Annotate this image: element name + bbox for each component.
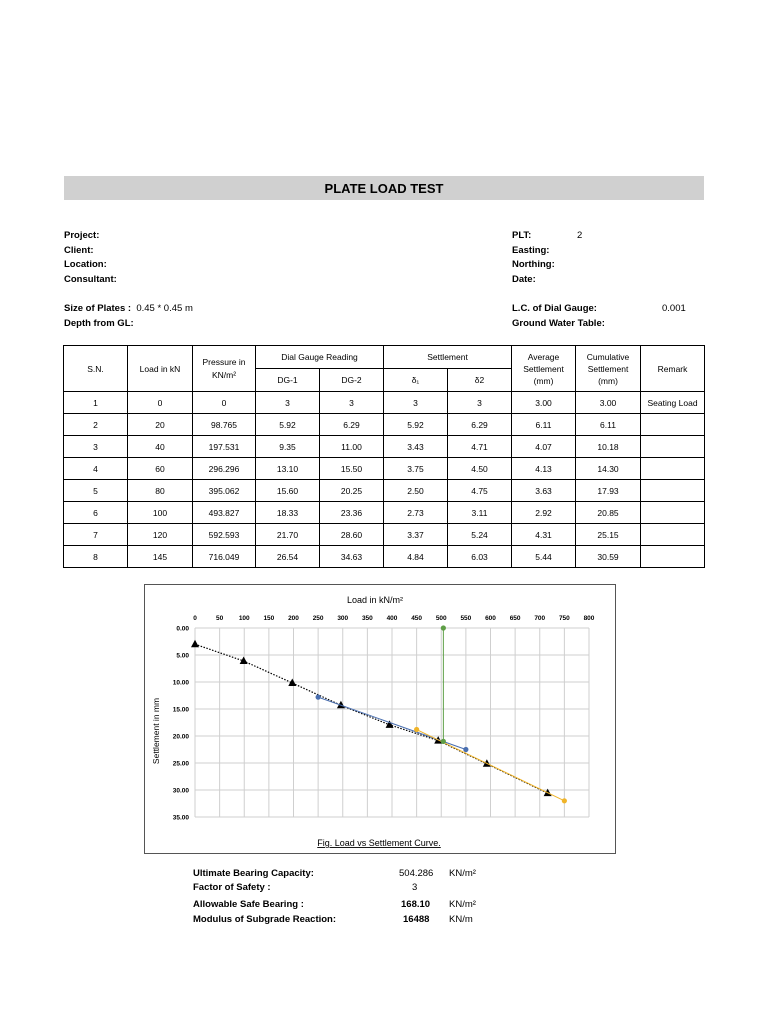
table-row (64, 524, 705, 546)
cell-delta2: 3 (448, 392, 512, 414)
cell-load: 80 (128, 480, 193, 502)
cell-dg1: 5.92 (256, 414, 320, 436)
header-pressure (193, 346, 256, 392)
chart-caption: Fig. Load vs Settlement Curve. (317, 838, 441, 848)
header-delta2: δ2 (448, 369, 512, 392)
cell-remark (641, 436, 705, 458)
cell-sn: 4 (64, 458, 128, 480)
ubc-unit: KN/m² (449, 868, 476, 879)
northing-label: Northing: (512, 259, 555, 270)
cell-sn: 2 (64, 414, 128, 436)
cell-dg1: 9.35 (256, 436, 320, 458)
cell-average: 3.63 (512, 480, 576, 502)
cell-sn: 3 (64, 436, 128, 458)
y-tick-label: 20.00 (172, 733, 189, 741)
cell-sn: 7 (64, 524, 128, 546)
cell-delta2: 4.50 (448, 458, 512, 480)
series-line-load-vs-settlement (195, 644, 548, 793)
cell-cumulative: 20.85 (576, 502, 641, 524)
cell-average: 4.13 (512, 458, 576, 480)
cell-average: 4.07 (512, 436, 576, 458)
y-tick-label: 25.00 (172, 760, 189, 768)
gwt-label: Ground Water Table: (512, 317, 605, 329)
cell-load: 20 (128, 414, 193, 436)
cell-delta2: 5.24 (448, 524, 512, 546)
cell-dg1: 18.33 (256, 502, 320, 524)
cell-delta1: 2.50 (384, 480, 448, 502)
data-point-circle (316, 695, 321, 700)
x-tick-label: 700 (534, 615, 546, 622)
data-point-circle (414, 727, 419, 732)
y-tick-label: 10.00 (172, 679, 189, 687)
cell-dg1: 26.54 (256, 546, 320, 568)
plate-size-value: 0.45 * 0.45 m (136, 303, 193, 314)
y-tick-label: 5.00 (176, 652, 189, 660)
cell-pressure: 296.296 (193, 458, 256, 480)
cell-delta1: 4.84 (384, 546, 448, 568)
cell-load: 40 (128, 436, 193, 458)
cell-dg2: 6.29 (320, 414, 384, 436)
header-remark: Remark (641, 346, 705, 392)
x-tick-label: 100 (238, 615, 250, 622)
cell-pressure: 493.827 (193, 502, 256, 524)
y-tick-label: 0.00 (176, 625, 189, 633)
plt-value: 2 (577, 230, 583, 241)
table-row (64, 458, 705, 480)
cell-dg2: 20.25 (320, 480, 384, 502)
y-tick-label: 15.00 (172, 706, 189, 714)
cell-cumulative: 25.15 (576, 524, 641, 546)
cell-cumulative: 10.18 (576, 436, 641, 458)
ubc-label: Ultimate Bearing Capacity: (193, 868, 314, 879)
chart-svg (145, 585, 615, 853)
cell-load: 100 (128, 502, 193, 524)
cell-remark (641, 546, 705, 568)
ubc-value: 504.286 (399, 868, 434, 879)
cell-delta2: 4.75 (448, 480, 512, 502)
cell-cumulative: 6.11 (576, 414, 641, 436)
page-title (64, 176, 704, 200)
cell-delta1: 2.73 (384, 502, 448, 524)
x-tick-label: 750 (558, 615, 570, 622)
header-cumulative: Cumulative Settlement (mm) (576, 346, 641, 392)
cell-average: 4.31 (512, 524, 576, 546)
x-tick-label: 650 (509, 615, 521, 622)
cell-delta2: 6.03 (448, 546, 512, 568)
cell-remark (641, 414, 705, 436)
plate-size-label: Size of Plates : (64, 303, 132, 314)
cell-delta2: 6.29 (448, 414, 512, 436)
date-label: Date: (512, 273, 536, 285)
table-row (64, 480, 705, 502)
fos-value: 3 (412, 882, 418, 893)
cell-delta1: 5.92 (384, 414, 448, 436)
project-info-right (512, 229, 555, 287)
consultant-label: Consultant: (64, 273, 117, 285)
lc-value: 0.001 (662, 303, 686, 314)
cell-dg2: 3 (320, 392, 384, 414)
cell-pressure: 197.531 (193, 436, 256, 458)
cell-delta1: 3.75 (384, 458, 448, 480)
x-tick-label: 550 (460, 615, 472, 622)
chart-title: Load in kN/m² (346, 595, 404, 605)
lc-label: L.C. of Dial Gauge: (512, 303, 597, 314)
project-info-left (64, 229, 117, 287)
fos-label: Factor of Safety : (193, 882, 271, 893)
cell-remark (641, 502, 705, 524)
table-row (64, 436, 705, 458)
x-tick-label: 350 (361, 615, 373, 622)
cell-dg2: 28.60 (320, 524, 384, 546)
cell-sn: 6 (64, 502, 128, 524)
asb-label: Allowable Safe Bearing : (193, 899, 304, 910)
x-tick-label: 800 (583, 615, 595, 622)
x-tick-label: 450 (411, 615, 423, 622)
cell-dg1: 13.10 (256, 458, 320, 480)
project-label: Project: (64, 230, 100, 241)
cell-cumulative: 3.00 (576, 392, 641, 414)
easting-label: Easting: (512, 244, 550, 256)
cell-pressure: 395.062 (193, 480, 256, 502)
page-title-text: PLATE LOAD TEST (324, 180, 444, 196)
header-dial-gauge: Dial Gauge Reading (256, 346, 384, 369)
cell-load: 0 (128, 392, 193, 414)
data-point-circle (441, 625, 446, 630)
cell-dg2: 15.50 (320, 458, 384, 480)
cell-dg1: 3 (256, 392, 320, 414)
cell-cumulative: 17.93 (576, 480, 641, 502)
location-label: Location: (64, 259, 107, 270)
cell-average: 6.11 (512, 414, 576, 436)
header-dg2: DG-2 (320, 369, 384, 392)
cell-remark (641, 458, 705, 480)
x-tick-label: 150 (263, 615, 275, 622)
plate-info (64, 302, 193, 331)
depth-label: Depth from GL: (64, 317, 134, 329)
cell-pressure: 0 (193, 392, 256, 414)
cell-remark: Seating Load (641, 392, 705, 414)
table-row (64, 546, 705, 568)
cell-sn: 8 (64, 546, 128, 568)
cell-pressure: 98.765 (193, 414, 256, 436)
msr-unit: KN/m (449, 914, 473, 925)
cell-delta2: 4.71 (448, 436, 512, 458)
msr-label: Modulus of Subgrade Reaction: (193, 914, 337, 925)
cell-cumulative: 30.59 (576, 546, 641, 568)
cell-average: 2.92 (512, 502, 576, 524)
chart-ylabel: Settlement in mm (151, 697, 161, 765)
header-average: Average Settlement (mm) (512, 346, 576, 392)
client-label: Client: (64, 244, 94, 256)
cell-delta2: 3.11 (448, 502, 512, 524)
x-tick-label: 0 (193, 615, 197, 622)
cell-dg1: 15.60 (256, 480, 320, 502)
cell-delta1: 3 (384, 392, 448, 414)
cell-dg1: 21.70 (256, 524, 320, 546)
y-tick-label: 35.00 (172, 814, 189, 822)
x-tick-label: 250 (312, 615, 324, 622)
cell-dg2: 34.63 (320, 546, 384, 568)
msr-value: 16488 (403, 914, 430, 925)
header-settlement: Settlement (384, 346, 512, 369)
x-tick-label: 50 (216, 615, 224, 622)
table-row (64, 502, 705, 524)
header-load: Load in kN (128, 346, 193, 392)
cell-load: 145 (128, 546, 193, 568)
x-tick-label: 600 (485, 615, 496, 622)
cell-load: 60 (128, 458, 193, 480)
dial-gauge-info (512, 302, 605, 331)
header-dg1: DG-1 (256, 369, 320, 392)
cell-remark (641, 524, 705, 546)
cell-average: 5.44 (512, 546, 576, 568)
x-tick-label: 300 (337, 615, 349, 622)
header-pressure-text: Pressure in KN/m² (202, 356, 246, 380)
x-tick-label: 500 (435, 615, 447, 622)
cell-load: 120 (128, 524, 193, 546)
cell-sn: 5 (64, 480, 128, 502)
data-point-circle (441, 739, 446, 744)
cell-remark (641, 480, 705, 502)
data-point-circle (562, 798, 567, 803)
load-settlement-chart (144, 584, 616, 854)
cell-delta1: 3.43 (384, 436, 448, 458)
header-sn: S.N. (64, 346, 128, 392)
table-row (64, 392, 705, 414)
table-row (64, 414, 705, 436)
cell-sn: 1 (64, 392, 128, 414)
header-delta1: δ₁ (384, 369, 448, 392)
asb-value: 168.10 (401, 899, 431, 910)
plt-label: PLT: (512, 230, 532, 241)
cell-pressure: 592.593 (193, 524, 256, 546)
data-point-circle (463, 747, 468, 752)
y-tick-label: 30.00 (172, 787, 189, 795)
cell-delta1: 3.37 (384, 524, 448, 546)
load-test-table (63, 345, 705, 568)
cell-dg2: 11.00 (320, 436, 384, 458)
data-point-triangle (191, 640, 199, 648)
x-tick-label: 200 (288, 615, 299, 622)
table-body (64, 392, 705, 568)
x-tick-label: 400 (386, 615, 398, 622)
cell-cumulative: 14.30 (576, 458, 641, 480)
asb-unit: KN/m² (449, 899, 476, 910)
cell-pressure: 716.049 (193, 546, 256, 568)
cell-average: 3.00 (512, 392, 576, 414)
cell-dg2: 23.36 (320, 502, 384, 524)
